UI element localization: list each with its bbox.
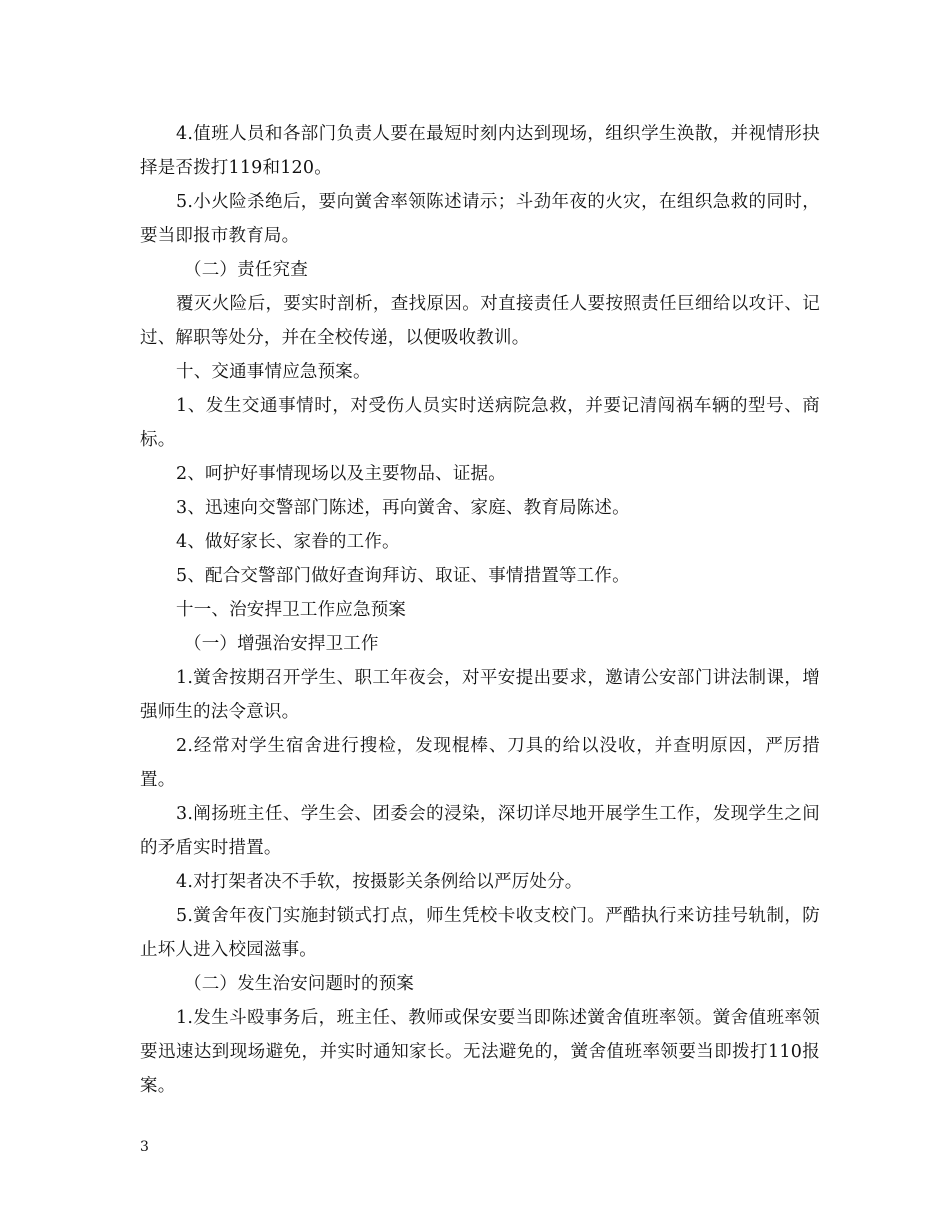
paragraph-responsibility-analysis: 覆灭火险后，要实时剖析，查找原因。对直接责任人要按照责任巨细给以攻讦、记过、解职等处分，并在全校传递，以便吸收教训。: [140, 294, 820, 348]
paragraph-security-3: 3.阐扬班主任、学生会、团委会的浸染，深切详尽地开展学生工作，发现学生之间的矛盾实时措置。: [140, 804, 820, 858]
subheading-responsibility: （二）责任究查: [184, 260, 308, 280]
heading-traffic-plan: 十、交通事情应急预案。: [176, 362, 371, 382]
paragraph-security-2: 2.经常对学生宿舍进行搜检，发现棍棒、刀具的给以没收，并查明原因，严厉措置。: [140, 736, 820, 790]
document-body: [140, 117, 820, 1103]
paragraph-security-5: 5.黉舍年夜门实施封锁式打点，师生凭校卡收支校门。严酷执行来访挂号轨制，防止坏人进入校园滋事。: [140, 906, 820, 960]
paragraph-traffic-3: 3、迅速向交警部门陈述，再向黉舍、家庭、教育局陈述。: [176, 498, 630, 518]
page-number: 3: [140, 1139, 149, 1155]
heading-security-plan: 十一、治安捍卫工作应急预案: [176, 600, 407, 620]
paragraph-traffic-2: 2、呵护好事情现场以及主要物品、证据。: [176, 464, 506, 484]
paragraph-traffic-1: 1、发生交通事情时，对受伤人员实时送病院急救，并要记清闯祸车辆的型号、商标。: [140, 396, 820, 450]
paragraph-traffic-4: 4、做好家长、家眷的工作。: [176, 532, 400, 552]
paragraph-fire-report: 5.小火险杀绝后，要向黉舍率领陈述请示；斗劲年夜的火灾，在组织急救的同时，要当即报市教育局。: [140, 192, 820, 246]
paragraph-security-1: 1.黉舍按期召开学生、职工年夜会，对平安提出要求，邀请公安部门讲法制课，增强师生的法令意识。: [140, 668, 820, 722]
subheading-strengthen-security: （一）增强治安捍卫工作: [184, 634, 379, 654]
paragraph-incident-1: 1.发生斗殴事务后，班主任、教师或保安要当即陈述黉舍值班率领。黉舍值班率领要迅速达到现场避免，并实时通知家长。无法避免的，黉舍值班率领要当即拨打110报案。: [140, 1008, 820, 1096]
subheading-security-incident: （二）发生治安问题时的预案: [184, 974, 415, 994]
paragraph-traffic-5: 5、配合交警部门做好查询拜访、取证、事情措置等工作。: [176, 566, 630, 586]
paragraph-security-4: 4.对打架者决不手软，按摄影关条例给以严厉处分。: [176, 872, 583, 892]
paragraph-fire-duty-staff: 4.值班人员和各部门负责人要在最短时刻内达到现场，组织学生涣散，并视情形抉择是否拨打119和120。: [140, 124, 820, 178]
